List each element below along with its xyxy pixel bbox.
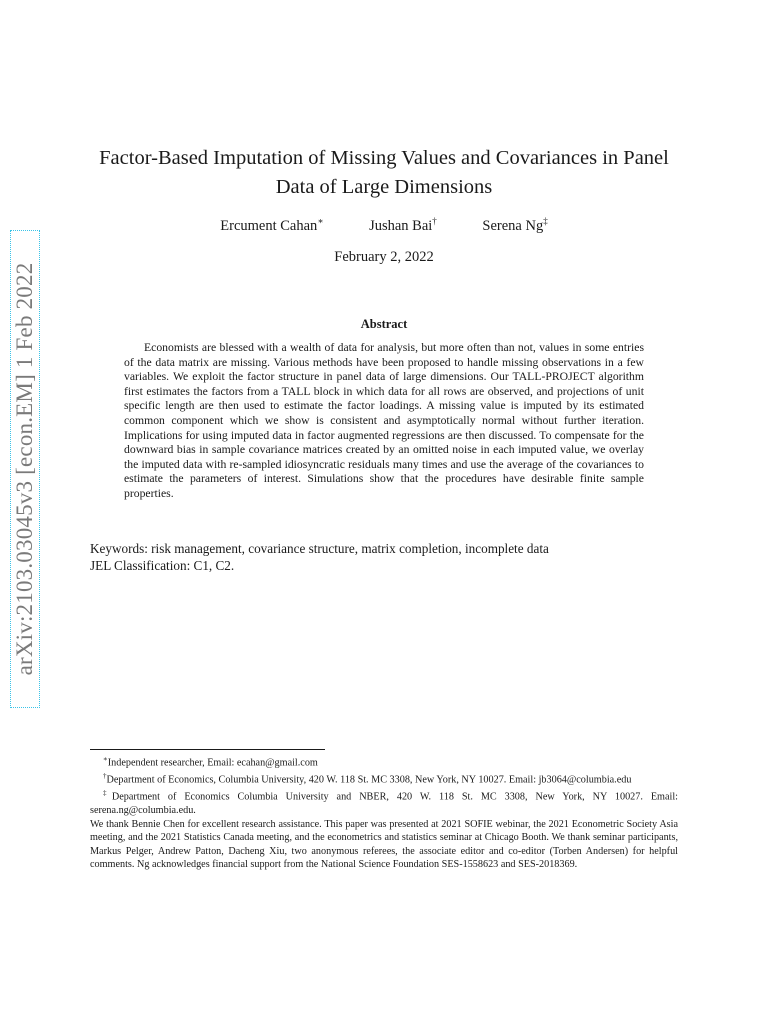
author [369,216,437,235]
author [220,216,323,235]
author-footnote-mark: ‡ [543,216,548,226]
footnote-author-1 [90,753,678,770]
footnote-mark: ‡ [103,788,112,797]
arxiv-identifier-text: arXiv:2103.03045v3 [econ.EM] 1 Feb 2022 [12,262,37,676]
arxiv-identifier-stamp[interactable] [10,230,40,708]
acknowledgment-text: We thank Bennie Chen for excellent research assistance. This paper was presented at 2021 SOFIE webinar, the 2021 Econometric Society Asia meeting, and the 2021 Statistics Canada meeting, and the econometrics and statistics seminar at Chicago Booth. We thank seminar participants, Markus Pelger, Andrew Patton, Dacheng Xiu, two anonymous referees, the associate editor and co-editor (Torben Andersen) for helpful comments. Ng acknowledges financial support from the National Science Foundation SES-1558623 and SES-2018369. [90,818,678,871]
footnote-divider [90,749,325,750]
abstract-heading: Abstract [360,317,408,331]
paper-date: February 2, 2022 [334,249,434,265]
jel-classification-line: JEL Classification: C1, C2. [90,558,235,573]
author-name: Ercument Cahan [220,217,318,234]
footnote-mark: † [103,771,107,780]
author [482,216,547,235]
keywords-line: Keywords: risk management, covariance structure, matrix completion, incomplete data [90,541,549,556]
keywords-block [90,540,678,574]
footnote-text: Independent researcher, Email: ecahan@gmail.com [107,757,318,769]
author-footnote-mark: † [432,216,437,226]
footnotes-block [90,753,678,872]
abstract-text: Economists are blessed with a wealth of data for analysis, but more often than not, values in some entries of the data matrix are missing. Various methods have been proposed to handle missing observations in a few variables. We exploit the factor structure in panel data of large dimensions. Our TALL-PROJECT algorithm first estimates the factors from a TALL block in which data for all rows are observed, and projections of unit specific length are then used to estimate the factor loadings. A missing value is imputed by its estimated common component which we show is consistent and asymptotically normal without further iteration. Implications for using imputed data in factor augmented regressions are then discussed. To compensate for the downward bias in sample covariance matrices created by an omitted noise in each imputed value, we overlay the imputed data with re-sampled idiosyncratic residuals many times and use the average of the covariances to estimate the parameters of interest. Simulations show that the procedures have desirable finite sample properties. [124,341,644,500]
footnote-text: Department of Economics Columbia University and NBER, 420 W. 118 St. MC 3308, New York, NY 10027. Email: serena.ng@columbia.edu. [90,791,678,816]
footnote-author-3 [90,787,678,818]
author-list [0,216,768,235]
footnote-text: Department of Economics, Columbia University, 420 W. 118 St. MC 3308, New York, NY 10027. Email: jb3064@columbia.edu [106,774,632,786]
author-name: Jushan Bai [369,217,433,234]
footnote-mark: ∗ [103,755,108,763]
author-name: Serena Ng [482,217,544,234]
footnote-author-2 [90,770,678,787]
paper-title: Factor-Based Imputation of Missing Values and Covariances in Panel Data of Large Dimensions [99,147,669,198]
author-footnote-mark: ∗ [317,216,324,226]
